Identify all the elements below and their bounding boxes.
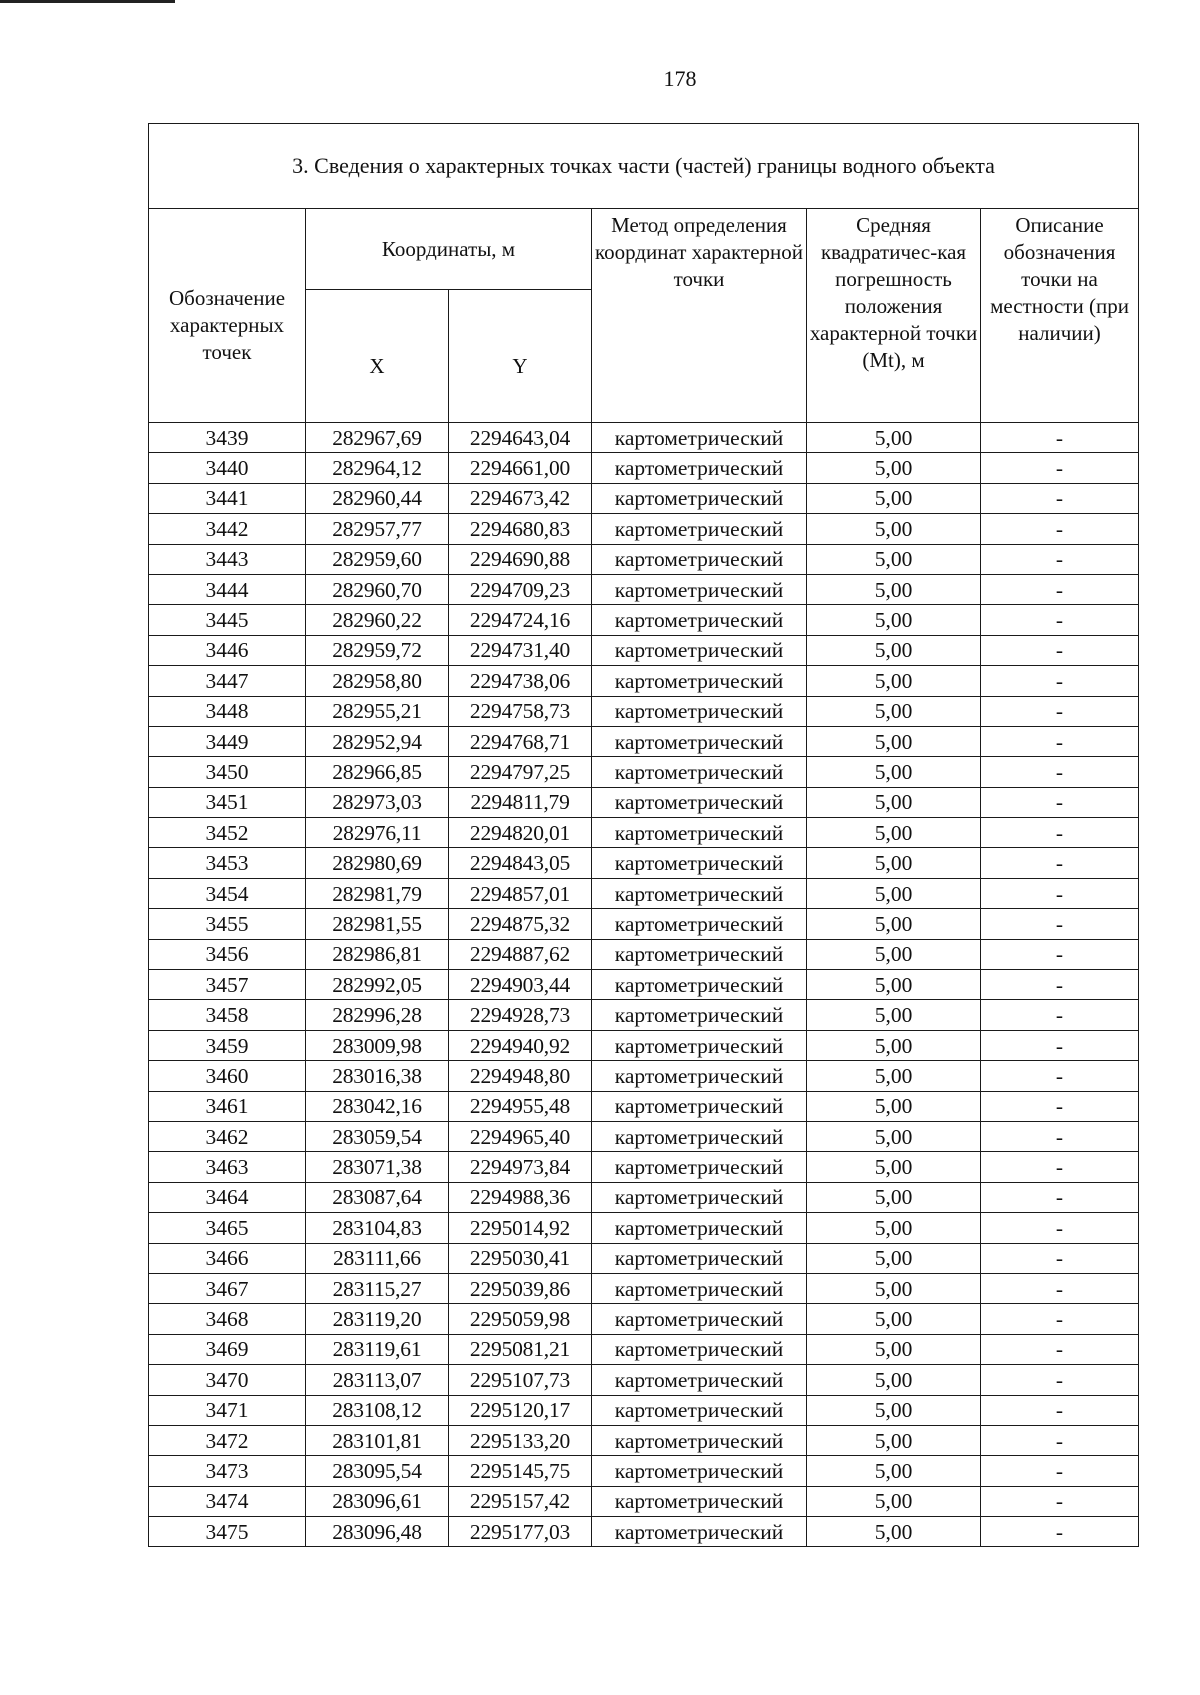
header-y: Y — [449, 290, 592, 423]
cell-mean-error: 5,00 — [807, 1334, 981, 1364]
cell-mean-error: 5,00 — [807, 1091, 981, 1121]
table-row — [149, 483, 1139, 513]
cell-y: 2294875,32 — [449, 909, 592, 939]
cell-method: картометрический — [592, 1334, 807, 1364]
cell-point-id: 3450 — [149, 757, 306, 787]
table-row — [149, 1091, 1139, 1121]
cell-y: 2294973,84 — [449, 1152, 592, 1182]
cell-point-id: 3439 — [149, 423, 306, 453]
header-x: X — [306, 290, 449, 423]
cell-description: - — [981, 1000, 1139, 1030]
cell-mean-error: 5,00 — [807, 1304, 981, 1334]
table-row — [149, 666, 1139, 696]
cell-method: картометрический — [592, 1395, 807, 1425]
header-method: Метод определения координат характерной точки — [592, 209, 807, 423]
cell-point-id: 3475 — [149, 1517, 306, 1547]
table-row — [149, 787, 1139, 817]
cell-mean-error: 5,00 — [807, 909, 981, 939]
cell-point-id: 3441 — [149, 483, 306, 513]
cell-x: 282980,69 — [306, 848, 449, 878]
cell-point-id: 3449 — [149, 726, 306, 756]
cell-point-id: 3458 — [149, 1000, 306, 1030]
cell-method: картометрический — [592, 1517, 807, 1547]
cell-point-id: 3468 — [149, 1304, 306, 1334]
table-row — [149, 878, 1139, 908]
cell-method: картометрический — [592, 1425, 807, 1455]
cell-method: картометрический — [592, 1304, 807, 1334]
table-row — [149, 1334, 1139, 1364]
table-row — [149, 1182, 1139, 1212]
table-row — [149, 1395, 1139, 1425]
table-row — [149, 544, 1139, 574]
cell-y: 2294887,62 — [449, 939, 592, 969]
cell-y: 2295107,73 — [449, 1365, 592, 1395]
cell-mean-error: 5,00 — [807, 1425, 981, 1455]
cell-mean-error: 5,00 — [807, 1213, 981, 1243]
cell-x: 283096,61 — [306, 1486, 449, 1516]
cell-y: 2294758,73 — [449, 696, 592, 726]
cell-method: картометрический — [592, 544, 807, 574]
cell-y: 2294768,71 — [449, 726, 592, 756]
cell-method: картометрический — [592, 666, 807, 696]
cell-x: 283016,38 — [306, 1061, 449, 1091]
cell-point-id: 3452 — [149, 818, 306, 848]
cell-method: картометрический — [592, 1243, 807, 1273]
table-row — [149, 757, 1139, 787]
cell-mean-error: 5,00 — [807, 605, 981, 635]
cell-y: 2295145,75 — [449, 1456, 592, 1486]
cell-y: 2294988,36 — [449, 1182, 592, 1212]
header-coordinates: Координаты, м — [306, 209, 592, 290]
cell-method: картометрический — [592, 1091, 807, 1121]
cell-mean-error: 5,00 — [807, 635, 981, 665]
cell-description: - — [981, 787, 1139, 817]
cell-x: 283108,12 — [306, 1395, 449, 1425]
cell-description: - — [981, 544, 1139, 574]
cell-method: картометрический — [592, 1182, 807, 1212]
cell-y: 2294709,23 — [449, 574, 592, 604]
cell-method: картометрический — [592, 1152, 807, 1182]
cell-method: картометрический — [592, 757, 807, 787]
cell-description: - — [981, 635, 1139, 665]
cell-x: 283009,98 — [306, 1030, 449, 1060]
cell-x: 283071,38 — [306, 1152, 449, 1182]
cell-mean-error: 5,00 — [807, 1182, 981, 1212]
cell-description: - — [981, 1304, 1139, 1334]
cell-point-id: 3448 — [149, 696, 306, 726]
cell-point-id: 3455 — [149, 909, 306, 939]
cell-description: - — [981, 818, 1139, 848]
cell-point-id: 3463 — [149, 1152, 306, 1182]
cell-description: - — [981, 726, 1139, 756]
cell-y: 2294940,92 — [449, 1030, 592, 1060]
table-row — [149, 574, 1139, 604]
cell-y: 2294903,44 — [449, 970, 592, 1000]
cell-x: 282973,03 — [306, 787, 449, 817]
cell-y: 2294797,25 — [449, 757, 592, 787]
cell-x: 283119,61 — [306, 1334, 449, 1364]
table-row — [149, 1061, 1139, 1091]
cell-method: картометрический — [592, 635, 807, 665]
cell-mean-error: 5,00 — [807, 1395, 981, 1425]
section-title: 3. Сведения о характерных точках части (частей) границы водного объекта — [149, 124, 1139, 209]
table-row — [149, 1213, 1139, 1243]
cell-point-id: 3457 — [149, 970, 306, 1000]
table-row — [149, 970, 1139, 1000]
cell-x: 282952,94 — [306, 726, 449, 756]
cell-y: 2295014,92 — [449, 1213, 592, 1243]
cell-mean-error: 5,00 — [807, 1000, 981, 1030]
cell-y: 2295030,41 — [449, 1243, 592, 1273]
cell-description: - — [981, 1456, 1139, 1486]
cell-description: - — [981, 1334, 1139, 1364]
cell-point-id: 3472 — [149, 1425, 306, 1455]
cell-point-id: 3473 — [149, 1456, 306, 1486]
cell-y: 2294643,04 — [449, 423, 592, 453]
cell-point-id: 3461 — [149, 1091, 306, 1121]
cell-x: 282967,69 — [306, 423, 449, 453]
cell-point-id: 3464 — [149, 1182, 306, 1212]
cell-method: картометрический — [592, 848, 807, 878]
cell-y: 2295059,98 — [449, 1304, 592, 1334]
cell-point-id: 3474 — [149, 1486, 306, 1516]
cell-point-id: 3442 — [149, 514, 306, 544]
cell-method: картометрический — [592, 453, 807, 483]
cell-y: 2294661,00 — [449, 453, 592, 483]
table-row — [149, 1273, 1139, 1303]
cell-x: 282976,11 — [306, 818, 449, 848]
cell-method: картометрический — [592, 1121, 807, 1151]
cell-method: картометрический — [592, 423, 807, 453]
cell-x: 282964,12 — [306, 453, 449, 483]
cell-mean-error: 5,00 — [807, 848, 981, 878]
cell-method: картометрический — [592, 939, 807, 969]
table-row — [149, 1030, 1139, 1060]
cell-x: 282966,85 — [306, 757, 449, 787]
cell-description: - — [981, 1517, 1139, 1547]
cell-mean-error: 5,00 — [807, 514, 981, 544]
cell-x: 283104,83 — [306, 1213, 449, 1243]
cell-method: картометрический — [592, 1213, 807, 1243]
cell-point-id: 3454 — [149, 878, 306, 908]
cell-mean-error: 5,00 — [807, 1121, 981, 1151]
cell-mean-error: 5,00 — [807, 1243, 981, 1273]
cell-x: 282996,28 — [306, 1000, 449, 1030]
cell-method: картометрический — [592, 514, 807, 544]
page-number: 178 — [663, 66, 697, 91]
cell-mean-error: 5,00 — [807, 1365, 981, 1395]
cell-x: 282986,81 — [306, 939, 449, 969]
table-row — [149, 1000, 1139, 1030]
cell-x: 282959,72 — [306, 635, 449, 665]
cell-x: 282960,22 — [306, 605, 449, 635]
cell-method: картометрический — [592, 574, 807, 604]
table-row — [149, 1425, 1139, 1455]
table-row — [149, 1243, 1139, 1273]
cell-description: - — [981, 878, 1139, 908]
cell-description: - — [981, 848, 1139, 878]
cell-x: 283059,54 — [306, 1121, 449, 1151]
cell-mean-error: 5,00 — [807, 483, 981, 513]
table-row — [149, 1517, 1139, 1547]
cell-mean-error: 5,00 — [807, 1486, 981, 1516]
cell-mean-error: 5,00 — [807, 1030, 981, 1060]
cell-point-id: 3440 — [149, 453, 306, 483]
cell-mean-error: 5,00 — [807, 757, 981, 787]
cell-x: 282981,79 — [306, 878, 449, 908]
cell-mean-error: 5,00 — [807, 726, 981, 756]
cell-method: картометрический — [592, 970, 807, 1000]
cell-y: 2294965,40 — [449, 1121, 592, 1151]
cell-description: - — [981, 1486, 1139, 1516]
cell-mean-error: 5,00 — [807, 423, 981, 453]
cell-description: - — [981, 605, 1139, 635]
cell-description: - — [981, 1213, 1139, 1243]
cell-y: 2294690,88 — [449, 544, 592, 574]
table-row — [149, 726, 1139, 756]
cell-point-id: 3459 — [149, 1030, 306, 1060]
cell-x: 282992,05 — [306, 970, 449, 1000]
header-mean-error: Средняя квадратичес-кая погрешность положения характерной точки (Mt), м — [807, 209, 981, 423]
cell-method: картометрический — [592, 605, 807, 635]
cell-description: - — [981, 483, 1139, 513]
cell-y: 2294724,16 — [449, 605, 592, 635]
cell-y: 2295157,42 — [449, 1486, 592, 1516]
cell-y: 2294820,01 — [449, 818, 592, 848]
cell-method: картометрический — [592, 696, 807, 726]
cell-point-id: 3446 — [149, 635, 306, 665]
table-row — [149, 1365, 1139, 1395]
cell-method: картометрический — [592, 1030, 807, 1060]
cell-y: 2294948,80 — [449, 1061, 592, 1091]
table-row — [149, 605, 1139, 635]
table-row — [149, 1121, 1139, 1151]
cell-point-id: 3447 — [149, 666, 306, 696]
cell-method: картометрический — [592, 878, 807, 908]
cell-point-id: 3443 — [149, 544, 306, 574]
cell-description: - — [981, 1395, 1139, 1425]
cell-mean-error: 5,00 — [807, 1456, 981, 1486]
cell-x: 282981,55 — [306, 909, 449, 939]
cell-y: 2294731,40 — [449, 635, 592, 665]
scan-edge-mark — [0, 0, 175, 3]
cell-x: 282960,70 — [306, 574, 449, 604]
cell-x: 283111,66 — [306, 1243, 449, 1273]
cell-description: - — [981, 1182, 1139, 1212]
cell-mean-error: 5,00 — [807, 878, 981, 908]
cell-x: 283115,27 — [306, 1273, 449, 1303]
cell-y: 2295039,86 — [449, 1273, 592, 1303]
cell-mean-error: 5,00 — [807, 787, 981, 817]
cell-description: - — [981, 939, 1139, 969]
cell-mean-error: 5,00 — [807, 696, 981, 726]
cell-y: 2294843,05 — [449, 848, 592, 878]
cell-point-id: 3451 — [149, 787, 306, 817]
cell-method: картометрический — [592, 1456, 807, 1486]
cell-y: 2294811,79 — [449, 787, 592, 817]
cell-y: 2294928,73 — [449, 1000, 592, 1030]
cell-method: картометрический — [592, 1061, 807, 1091]
table-row — [149, 696, 1139, 726]
table-row — [149, 1304, 1139, 1334]
table-row — [149, 423, 1139, 453]
cell-y: 2294738,06 — [449, 666, 592, 696]
cell-point-id: 3444 — [149, 574, 306, 604]
cell-description: - — [981, 423, 1139, 453]
cell-y: 2295120,17 — [449, 1395, 592, 1425]
cell-point-id: 3456 — [149, 939, 306, 969]
table-row — [149, 514, 1139, 544]
cell-y: 2294955,48 — [449, 1091, 592, 1121]
cell-method: картометрический — [592, 726, 807, 756]
cell-x: 282955,21 — [306, 696, 449, 726]
cell-mean-error: 5,00 — [807, 453, 981, 483]
cell-description: - — [981, 1030, 1139, 1060]
header-designation: Обозначение характерных точек — [149, 209, 306, 423]
cell-mean-error: 5,00 — [807, 1061, 981, 1091]
cell-point-id: 3470 — [149, 1365, 306, 1395]
cell-method: картометрический — [592, 1000, 807, 1030]
cell-x: 282958,80 — [306, 666, 449, 696]
cell-description: - — [981, 1425, 1139, 1455]
cell-description: - — [981, 666, 1139, 696]
cell-point-id: 3460 — [149, 1061, 306, 1091]
cell-point-id: 3466 — [149, 1243, 306, 1273]
cell-description: - — [981, 1121, 1139, 1151]
cell-description: - — [981, 574, 1139, 604]
cell-x: 283101,81 — [306, 1425, 449, 1455]
cell-description: - — [981, 1273, 1139, 1303]
cell-x: 283042,16 — [306, 1091, 449, 1121]
cell-point-id: 3445 — [149, 605, 306, 635]
cell-y: 2295133,20 — [449, 1425, 592, 1455]
table-row — [149, 818, 1139, 848]
cell-mean-error: 5,00 — [807, 818, 981, 848]
table-row — [149, 1456, 1139, 1486]
cell-point-id: 3469 — [149, 1334, 306, 1364]
characteristic-points-table — [148, 123, 1139, 1547]
table-row — [149, 939, 1139, 969]
cell-method: картометрический — [592, 1365, 807, 1395]
table-row — [149, 453, 1139, 483]
cell-method: картометрический — [592, 1486, 807, 1516]
cell-description: - — [981, 696, 1139, 726]
cell-point-id: 3465 — [149, 1213, 306, 1243]
cell-mean-error: 5,00 — [807, 666, 981, 696]
cell-mean-error: 5,00 — [807, 1273, 981, 1303]
cell-method: картометрический — [592, 1273, 807, 1303]
cell-description: - — [981, 1365, 1139, 1395]
cell-description: - — [981, 1061, 1139, 1091]
cell-mean-error: 5,00 — [807, 1152, 981, 1182]
cell-description: - — [981, 1152, 1139, 1182]
cell-description: - — [981, 1243, 1139, 1273]
cell-point-id: 3462 — [149, 1121, 306, 1151]
cell-x: 283087,64 — [306, 1182, 449, 1212]
cell-x: 283096,48 — [306, 1517, 449, 1547]
table-row — [149, 1486, 1139, 1516]
cell-y: 2294680,83 — [449, 514, 592, 544]
cell-description: - — [981, 1091, 1139, 1121]
cell-description: - — [981, 757, 1139, 787]
header-description: Описание обозначения точки на местности (при наличии) — [981, 209, 1139, 423]
table-row — [149, 909, 1139, 939]
cell-x: 283119,20 — [306, 1304, 449, 1334]
cell-mean-error: 5,00 — [807, 939, 981, 969]
cell-method: картометрический — [592, 818, 807, 848]
cell-mean-error: 5,00 — [807, 574, 981, 604]
cell-method: картометрический — [592, 787, 807, 817]
cell-x: 283113,07 — [306, 1365, 449, 1395]
table-row — [149, 635, 1139, 665]
cell-x: 282957,77 — [306, 514, 449, 544]
cell-y: 2295081,21 — [449, 1334, 592, 1364]
cell-point-id: 3467 — [149, 1273, 306, 1303]
cell-y: 2294857,01 — [449, 878, 592, 908]
table-row — [149, 848, 1139, 878]
cell-point-id: 3453 — [149, 848, 306, 878]
table-body — [149, 423, 1139, 1547]
cell-mean-error: 5,00 — [807, 970, 981, 1000]
table-row — [149, 1152, 1139, 1182]
cell-description: - — [981, 514, 1139, 544]
cell-point-id: 3471 — [149, 1395, 306, 1425]
cell-description: - — [981, 909, 1139, 939]
cell-mean-error: 5,00 — [807, 544, 981, 574]
cell-y: 2295177,03 — [449, 1517, 592, 1547]
cell-x: 282960,44 — [306, 483, 449, 513]
cell-x: 282959,60 — [306, 544, 449, 574]
cell-method: картометрический — [592, 483, 807, 513]
cell-description: - — [981, 970, 1139, 1000]
cell-x: 283095,54 — [306, 1456, 449, 1486]
cell-y: 2294673,42 — [449, 483, 592, 513]
cell-description: - — [981, 453, 1139, 483]
cell-method: картометрический — [592, 909, 807, 939]
cell-mean-error: 5,00 — [807, 1517, 981, 1547]
